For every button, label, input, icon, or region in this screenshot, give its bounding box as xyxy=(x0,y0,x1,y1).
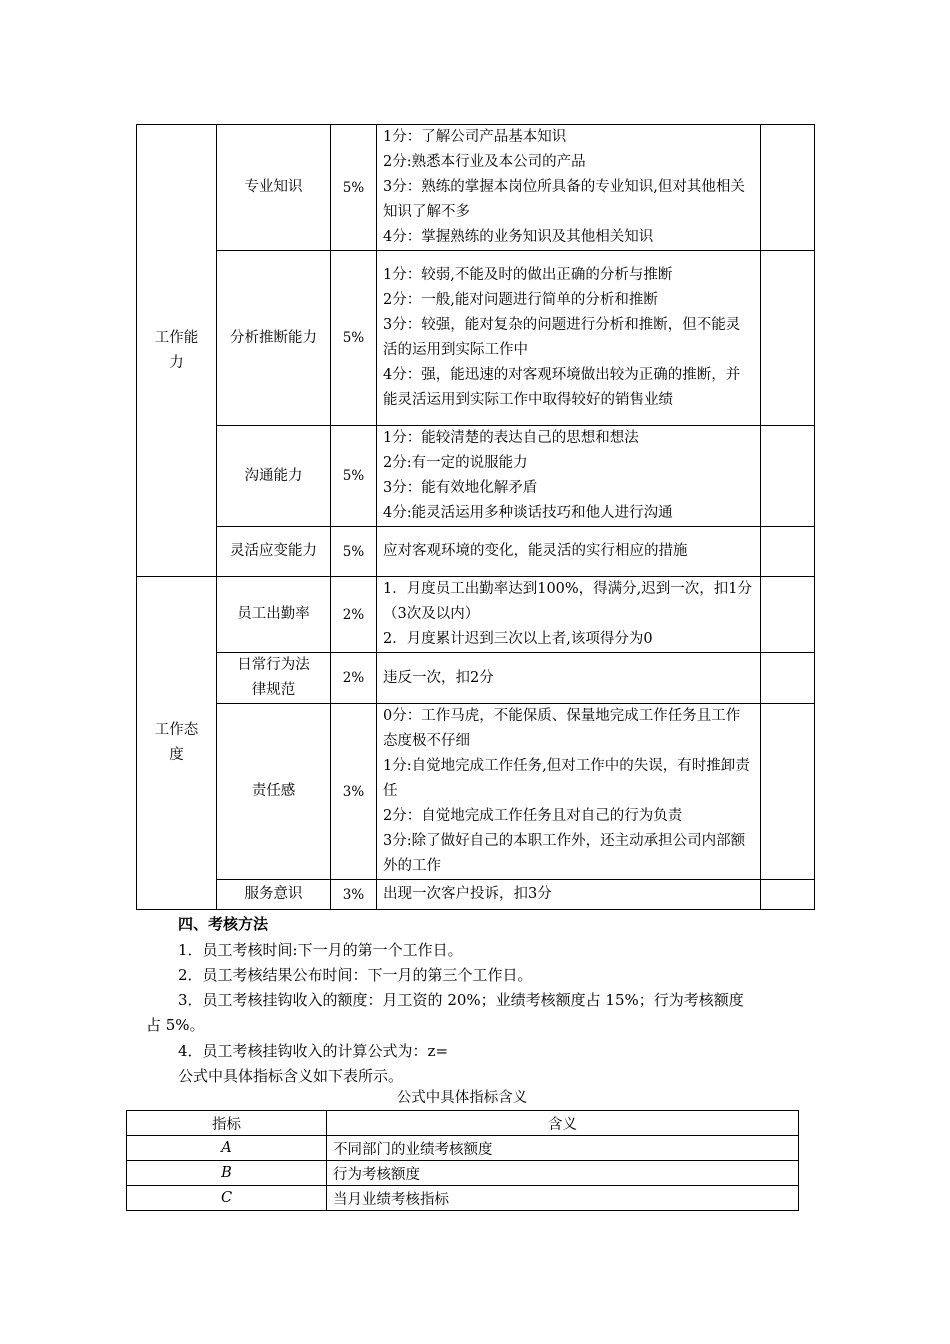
description-line: 1．月度员工出勤率达到100%，得满分,迟到一次，扣1分（3次及以内） xyxy=(383,581,753,622)
description-line: 3分：能有效地化解矛盾 xyxy=(383,480,538,496)
score-cell xyxy=(761,704,815,880)
item-cell: 服务意识 xyxy=(217,880,331,910)
paragraph: 3．员工考核挂钩收入的额度：月工资的 20%；业绩考核额度占 15%；行为考核额度 xyxy=(178,991,744,1009)
table-caption: 公式中具体指标含义 xyxy=(396,1090,528,1106)
table-row xyxy=(127,1186,799,1211)
paragraph: 4．员工考核挂钩收入的计算公式为：z= xyxy=(178,1042,449,1060)
weight-cell: 5% xyxy=(331,527,377,577)
meaning-cell: 不同部门的业绩考核额度 xyxy=(327,1136,799,1161)
item-cell: 沟通能力 xyxy=(217,426,331,527)
description-line: 2分：自觉地完成工作任务且对自己的行为负责 xyxy=(383,808,683,824)
description-line: 3分:除了做好自己的本职工作外，还主动承担公司内部额外的工作 xyxy=(383,833,746,874)
meaning-cell: 当月业绩考核指标 xyxy=(327,1186,799,1211)
score-cell xyxy=(761,251,815,426)
item-label: 日常行为法律规范 xyxy=(237,657,310,698)
table-row xyxy=(137,251,815,426)
symbol-cell: A xyxy=(127,1136,327,1161)
table-row xyxy=(137,704,815,880)
header-cell: 含义 xyxy=(327,1111,799,1136)
description-line: 违反一次，扣2分 xyxy=(383,669,494,686)
item-label: 灵活应变能力 xyxy=(230,543,317,559)
item-label: 分析推断能力 xyxy=(230,329,317,346)
score-cell xyxy=(761,880,815,910)
description-line: 4分:能灵活运用多种谈话技巧和他人进行沟通 xyxy=(383,505,673,521)
description-line: 4分：强，能迅速的对客观环境做出较为正确的推断，并能灵活运用到实际工作中取得较好的销售业绩 xyxy=(383,367,741,408)
description-line: 1分：较弱,不能及时的做出正确的分析与推断 xyxy=(383,267,673,283)
description-cell xyxy=(377,527,761,577)
description-line: 3分：较强，能对复杂的问题进行分析和推断，但不能灵活的运用到实际工作中 xyxy=(383,317,741,358)
table-row xyxy=(137,426,815,527)
symbol-cell: C xyxy=(127,1186,327,1211)
paragraph: 2．员工考核结果公布时间：下一月的第三个工作日。 xyxy=(178,966,533,984)
description-cell xyxy=(377,653,761,704)
description-line: 4分：掌握熟练的业务知识及其他相关知识 xyxy=(383,229,654,245)
description-cell xyxy=(377,125,761,251)
score-cell xyxy=(761,125,815,251)
description-line: 2．月度累计迟到三次以上者,该项得分为0 xyxy=(383,631,653,647)
table-row xyxy=(137,653,815,704)
description-line: 1分：能较清楚的表达自己的思想和想法 xyxy=(383,430,639,446)
description-cell xyxy=(377,251,761,426)
description-line: 2分:有一定的说服能力 xyxy=(383,455,528,471)
item-cell: 责任感 xyxy=(217,704,331,880)
description-cell xyxy=(377,704,761,880)
description-line: 2分:熟悉本行业及本公司的产品 xyxy=(383,154,586,170)
weight-cell: 2% xyxy=(331,577,377,653)
meaning-cell: 行为考核额度 xyxy=(327,1161,799,1186)
description-line: 2分：一般,能对问题进行简单的分析和推断 xyxy=(383,292,658,308)
formula-table xyxy=(126,1110,799,1211)
table-row xyxy=(137,577,815,653)
description-cell xyxy=(377,577,761,653)
item-cell: 员工出勤率 xyxy=(217,577,331,653)
category-cell xyxy=(137,577,217,910)
description-cell xyxy=(377,426,761,527)
score-cell xyxy=(761,527,815,577)
section-heading: 四、考核方法 xyxy=(178,915,269,933)
category-cell xyxy=(137,125,217,577)
symbol-cell: B xyxy=(127,1161,327,1186)
score-cell xyxy=(761,426,815,527)
table-row xyxy=(137,880,815,910)
description-line: 3分：熟练的掌握本岗位所具备的专业知识,但对其他相关知识了解不多 xyxy=(383,179,745,220)
weight-cell: 5% xyxy=(331,251,377,426)
weight-cell: 5% xyxy=(331,426,377,527)
evaluation-table xyxy=(136,124,815,910)
description-line: 应对客观环境的变化，能灵活的实行相应的措施 xyxy=(383,543,688,559)
item-cell: 专业知识 xyxy=(217,125,331,251)
weight-cell: 2% xyxy=(331,653,377,704)
category-label: 工作态度 xyxy=(154,722,199,763)
table-row xyxy=(127,1136,799,1161)
table-row xyxy=(127,1161,799,1186)
description-line: 出现一次客户投诉，扣3分 xyxy=(383,886,552,902)
header-cell: 指标 xyxy=(127,1111,327,1136)
table-header-row xyxy=(127,1111,799,1136)
description-cell xyxy=(377,880,761,910)
category-label: 工作能力 xyxy=(154,329,199,371)
paragraph: 公式中具体指标含义如下表所示。 xyxy=(178,1067,404,1085)
description-line: 1分：了解公司产品基本知识 xyxy=(383,129,567,145)
item-cell xyxy=(217,251,331,426)
paragraph-continuation: 占 5%。 xyxy=(146,1016,205,1034)
description-line: 0分：工作马虎，不能保质、保量地完成工作任务且工作态度极不仔细 xyxy=(383,708,741,749)
paragraph: 1．员工考核时间:下一月的第一个工作日。 xyxy=(178,941,463,959)
score-cell xyxy=(761,577,815,653)
weight-cell: 3% xyxy=(331,880,377,910)
weight-cell: 5% xyxy=(331,125,377,251)
table-row xyxy=(137,527,815,577)
item-cell xyxy=(217,653,331,704)
score-cell xyxy=(761,653,815,704)
weight-cell: 3% xyxy=(331,704,377,880)
table-row xyxy=(137,125,815,251)
item-cell xyxy=(217,527,331,577)
description-line: 1分:自觉地完成工作任务,但对工作中的失误，有时推卸责任 xyxy=(383,758,750,799)
